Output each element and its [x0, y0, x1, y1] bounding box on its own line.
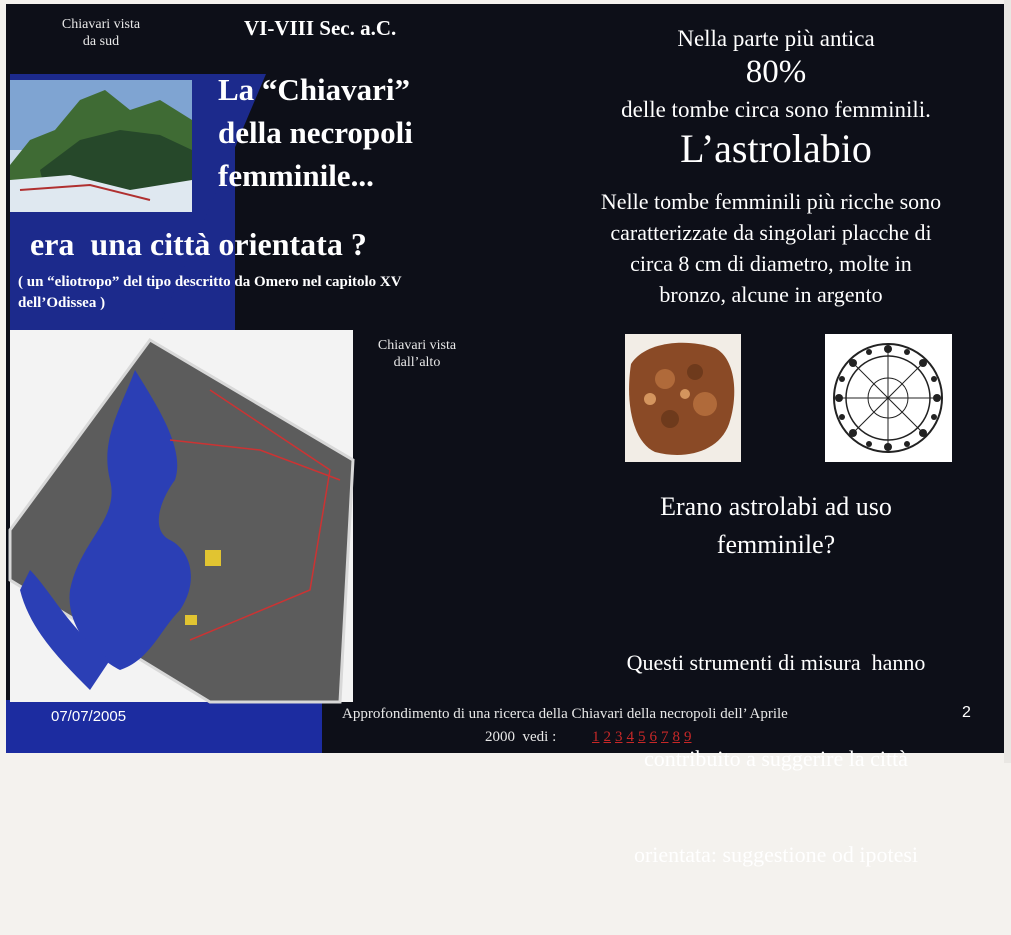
page-link[interactable]: 1: [592, 729, 600, 745]
map-caption-line: dall’alto: [393, 355, 441, 370]
footer-links: [590, 729, 694, 746]
page-number: 2: [962, 704, 971, 721]
astrolabe-drawing-image: [825, 334, 952, 462]
astrolabe-question: [546, 488, 1006, 564]
page-link[interactable]: 8: [672, 729, 680, 745]
question-line: Erano astrolabi ad uso: [660, 492, 892, 521]
chiavari-aerial-map-image: [10, 330, 353, 702]
map-caption-line: Chiavari vista: [377, 338, 457, 353]
question-line: femminile?: [716, 530, 836, 559]
footer-text: Approfondimento di una ricerca della Chiavari della necropoli dell’ Aprile: [342, 706, 788, 722]
headline: [218, 68, 413, 197]
top-left-caption-line: Chiavari vista: [61, 17, 141, 32]
paragraph-line: Nelle tombe femminili più ricche sono: [600, 189, 942, 214]
paragraph-line: caratterizzate da singolari placche di: [610, 220, 932, 245]
top-left-caption-line: da sud: [82, 34, 120, 49]
footer-date: 07/07/2005: [51, 708, 127, 725]
conclusion-line: contribuito a suggerire la città: [644, 746, 908, 771]
percent-value: 80%: [745, 54, 807, 90]
top-left-caption: [26, 16, 176, 50]
conclusion-line: orientata: suggestione od ipotesi: [633, 842, 919, 867]
page-edge: [1004, 0, 1011, 763]
homer-note-line: dell’Odissea ): [18, 295, 106, 311]
page-link[interactable]: 7: [661, 729, 669, 745]
page-link[interactable]: 6: [649, 729, 657, 745]
intro-text: Nella parte più antica: [677, 26, 875, 51]
page-link[interactable]: 4: [626, 729, 634, 745]
page-link[interactable]: 9: [684, 729, 692, 745]
intro-text-2: delle tombe circa sono femminili.: [621, 97, 931, 122]
question-headline: era una città orientata ?: [30, 226, 367, 262]
conclusion-line: Questi strumenti di misura hanno: [626, 650, 926, 675]
chiavari-south-view-image: [10, 80, 192, 212]
map-caption: [362, 337, 472, 371]
headline-line: femminile...: [218, 158, 374, 193]
homer-note-line: ( un “eliotropo” del tipo descritto da Omero nel capitolo XV: [18, 274, 402, 290]
headline-line: della necropoli: [218, 115, 413, 150]
footer-see-label: 2000 vedi :: [485, 729, 557, 745]
paragraph-line: bronzo, alcune in argento: [659, 282, 883, 307]
astrolabe-paragraph: [536, 186, 1006, 310]
bronze-plaque-image: [625, 334, 741, 462]
period-title: VI-VIII Sec. a.C.: [244, 16, 397, 40]
headline-line: La “Chiavari”: [218, 72, 411, 107]
page-link[interactable]: 2: [603, 729, 611, 745]
homer-note: [18, 272, 402, 314]
page-link[interactable]: 5: [638, 729, 646, 745]
astrolabe-title: L’astrolabio: [680, 126, 872, 171]
paragraph-line: circa 8 cm di diametro, molte in: [630, 251, 912, 276]
conclusion-paragraph: [546, 583, 1006, 935]
page-link[interactable]: 3: [615, 729, 623, 745]
slide: [6, 4, 1004, 867]
